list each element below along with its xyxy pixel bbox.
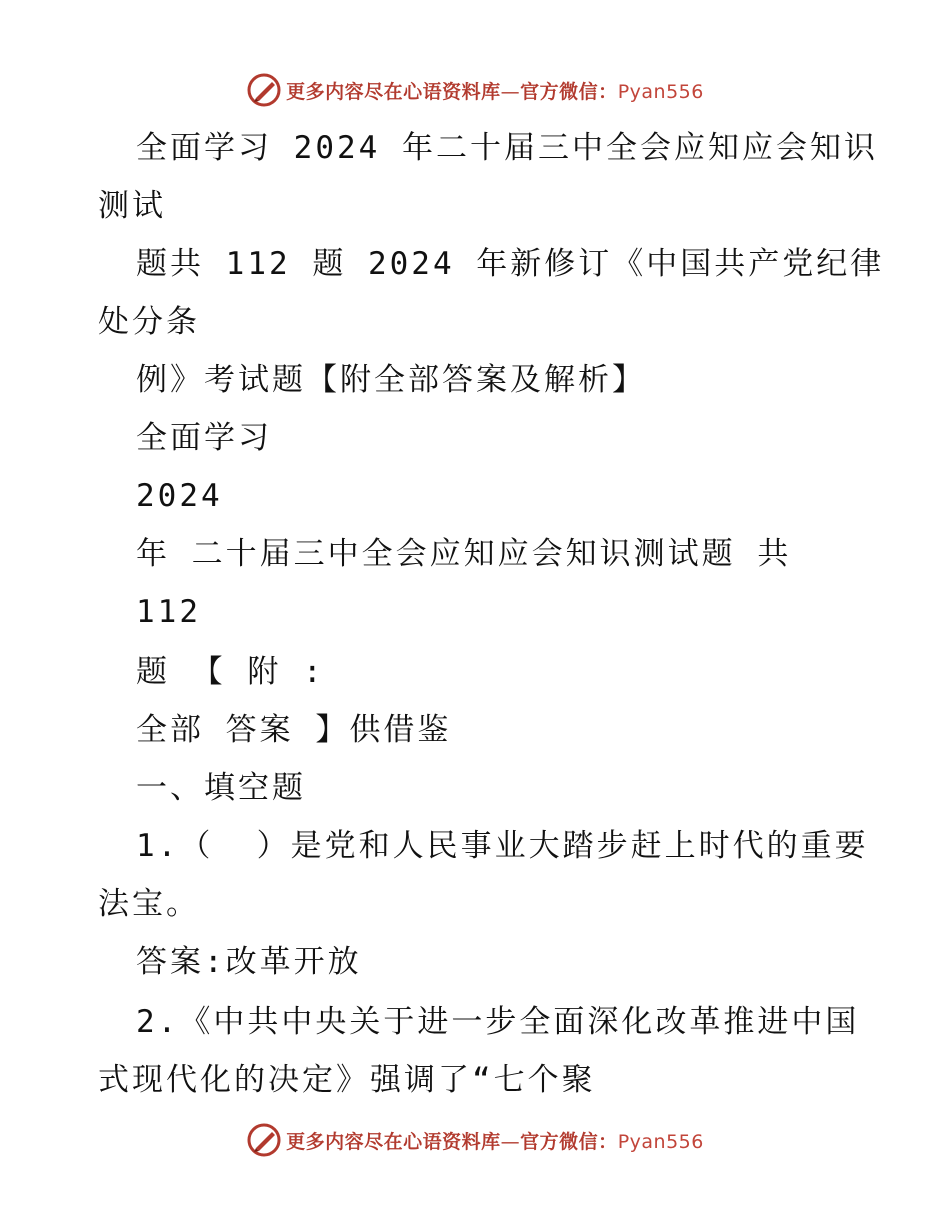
watermark-dash: — [500,1130,521,1153]
doc-line: 全面学习 2024 年二十届三中全会应知应会知识 [136,130,878,166]
footer-watermark [0,1120,950,1160]
doc-line: 测试 [98,188,166,224]
watermark-id: Pyan556 [617,80,704,103]
question-line: 法宝。 [98,886,200,922]
watermark-label: 官方微信： [520,80,618,103]
doc-line: 全面学习 [136,420,272,456]
doc-line: 处分条 [98,304,200,340]
doc-line: 例》考试题【附全部答案及解析】 [136,362,646,398]
doc-line: 全部 答案 】供借鉴 [136,712,452,748]
watermark-id: Pyan556 [617,1130,704,1153]
question-line: 式现代化的决定》强调了“七个聚 [98,1062,596,1098]
watermark-main-text: 更多内容尽在心语资料库 [286,1130,501,1153]
doc-line: 年 二十届三中全会应知应会知识测试题 共 [136,536,792,572]
watermark-main-text: 更多内容尽在心语资料库 [286,80,501,103]
question-line: 1.（ ）是党和人民事业大踏步赶上时代的重要 [136,828,869,864]
doc-line: 题共 112 题 2024 年新修订《中国共产党纪律 [136,246,885,282]
doc-line: 2024 [136,478,223,514]
doc-line: 题 【 附 : [136,654,325,690]
doc-line: 112 [136,594,201,630]
watermark-dash: — [500,80,521,103]
question-line: 2.《中共中央关于进一步全面深化改革推进中国 [136,1004,860,1040]
watermark-label: 官方微信： [520,1130,618,1153]
pen-logo-icon [246,1122,282,1158]
answer-line: 答案:改革开放 [136,944,362,980]
section-heading: 一、填空题 [136,770,306,806]
